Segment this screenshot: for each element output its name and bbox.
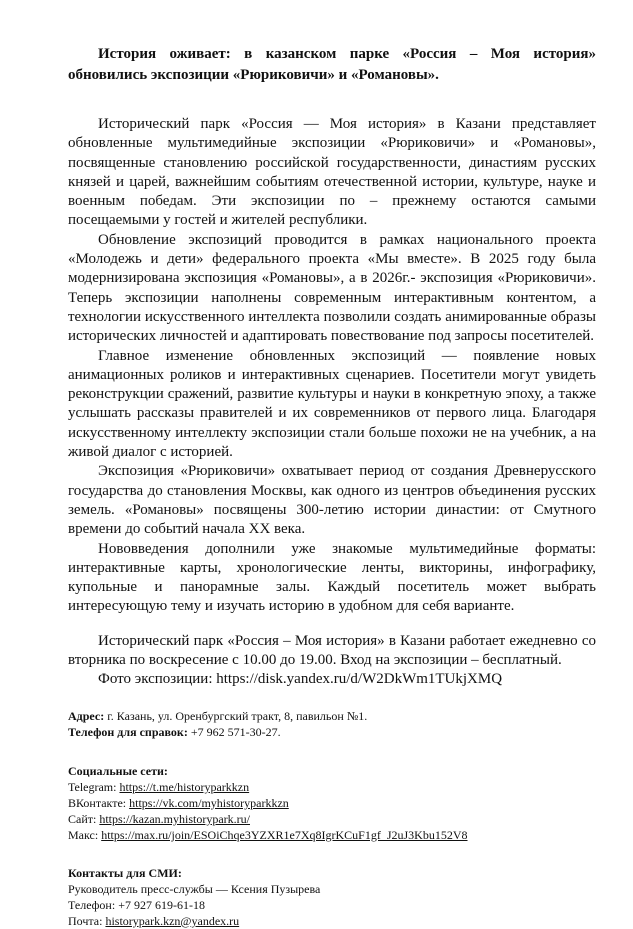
social-heading-text: Социальные сети:	[68, 763, 168, 778]
social-vk	[68, 795, 596, 811]
paragraph-exhibitions: Экспозиция «Рюриковичи» охватывает период от создания Древнерусского государства до становления Москвы, как одного из центров объединения русских земель. «Романовы» посвящены 300-летию истории династии: от Смутного времени до событий начала XX века.	[68, 463, 596, 538]
site-label: Сайт:	[68, 811, 100, 826]
mail-link[interactable]: historypark.kzn@yandex.ru	[105, 913, 240, 928]
paragraph-photos: Фото экспозиции: https://disk.yandex.ru/d/W2DkWm1TUkjXMQ	[98, 671, 503, 688]
phone-line	[68, 724, 596, 740]
paragraph-intro: Исторический парк «Россия — Моя история» в Казани представляет обновленные мультимедийные экспозиции «Рюриковичи» и «Романовы», посвященные становлению российской государственности, династиям русских князей и царей, важнейшим событиям отечественной истории, культуре, науке и военным победам. Эти экспозиции по – прежнему остаются самыми посещаемыми у гостей и жителей республики.	[68, 116, 596, 229]
media-heading-text: Контакты для СМИ:	[68, 865, 182, 880]
spacer	[68, 690, 596, 708]
spacer	[68, 843, 596, 865]
paragraph-main-change: Главное изменение обновленных экспозиций — появление новых анимационных роликов и интерактивных сценариев. Посетители могут увидеть реконструкции сражений, развитие культуры и науки в конкретную эпоху, а также услышать рассказы правителей и их современников от первого лица. Благодаря искусственному интеллекту экспозиции стали больше похожи не на учебник, а на живой диалог с историей.	[68, 347, 596, 461]
vk-label: ВКонтакте:	[68, 795, 130, 810]
phone-label: Телефон для справок:	[68, 724, 188, 739]
media-mail	[68, 913, 596, 929]
social-max	[68, 827, 596, 843]
page-title: История оживает: в казанском парке «Россия – Моя история» обновились экспозиции «Рюриковичи» и «Романовы».	[68, 46, 596, 83]
address-value: г. Казань, ул. Оренбургский тракт, 8, павильон №1.	[104, 708, 368, 723]
address-label: Адрес:	[68, 708, 105, 723]
paragraph-update: Обновление экспозиций проводится в рамках национального проекта «Молодежь и дети» федерального проекта «Мы вместе». В 2025 году была модернизирована экспозиция «Романовы», а в 2026г.- экспозиция «Рюриковичи». Теперь экспозиции наполнены современным интерактивным контентом, а технологии искусственного интеллекта позволили создать анимированные образы исторических личностей и адаптировать повествование под запросы посетителей.	[68, 231, 596, 345]
site-link[interactable]: https://kazan.myhistorypark.ru/	[99, 811, 250, 826]
vk-link[interactable]: https://vk.com/myhistoryparkkzn	[129, 795, 289, 810]
telegram-label: Telegram:	[68, 779, 120, 794]
press-release	[68, 44, 596, 929]
media-heading	[68, 865, 596, 881]
media-head-press: Руководитель пресс-службы — Ксения Пузырева	[68, 881, 321, 896]
social-heading	[68, 763, 596, 779]
spacer	[68, 740, 596, 763]
media-phone: Телефон: +7 927 619-61-18	[68, 897, 205, 912]
paragraph-schedule: Исторический парк «Россия – Моя история» в Казани работает ежедневно со вторника по воскресение с 10.00 до 19.00. Вход на экспозиции – бесплатный.	[68, 632, 596, 669]
max-label: Макс:	[68, 827, 102, 842]
social-site	[68, 811, 596, 827]
spacer	[68, 86, 596, 115]
max-link[interactable]: https://max.ru/join/ESOiChqe3YZXR1e7Xq8IgrKCuF1gf_J2uJ3Kbu152V8	[101, 827, 468, 842]
phone-value: +7 962 571-30-27.	[187, 724, 281, 739]
address-line	[68, 708, 596, 724]
spacer	[68, 617, 596, 632]
mail-label: Почта:	[68, 913, 106, 928]
telegram-link[interactable]: https://t.me/historyparkkzn	[119, 779, 250, 794]
paragraph-innovations: Нововведения дополнили уже знакомые мультимедийные форматы: интерактивные карты, хронологические ленты, викторины, инфографику, купольные и панорамные залы. Каждый посетитель может выбрать интересующую тему и изучать историю в удобном для себя варианте.	[68, 540, 596, 615]
social-telegram	[68, 779, 596, 795]
